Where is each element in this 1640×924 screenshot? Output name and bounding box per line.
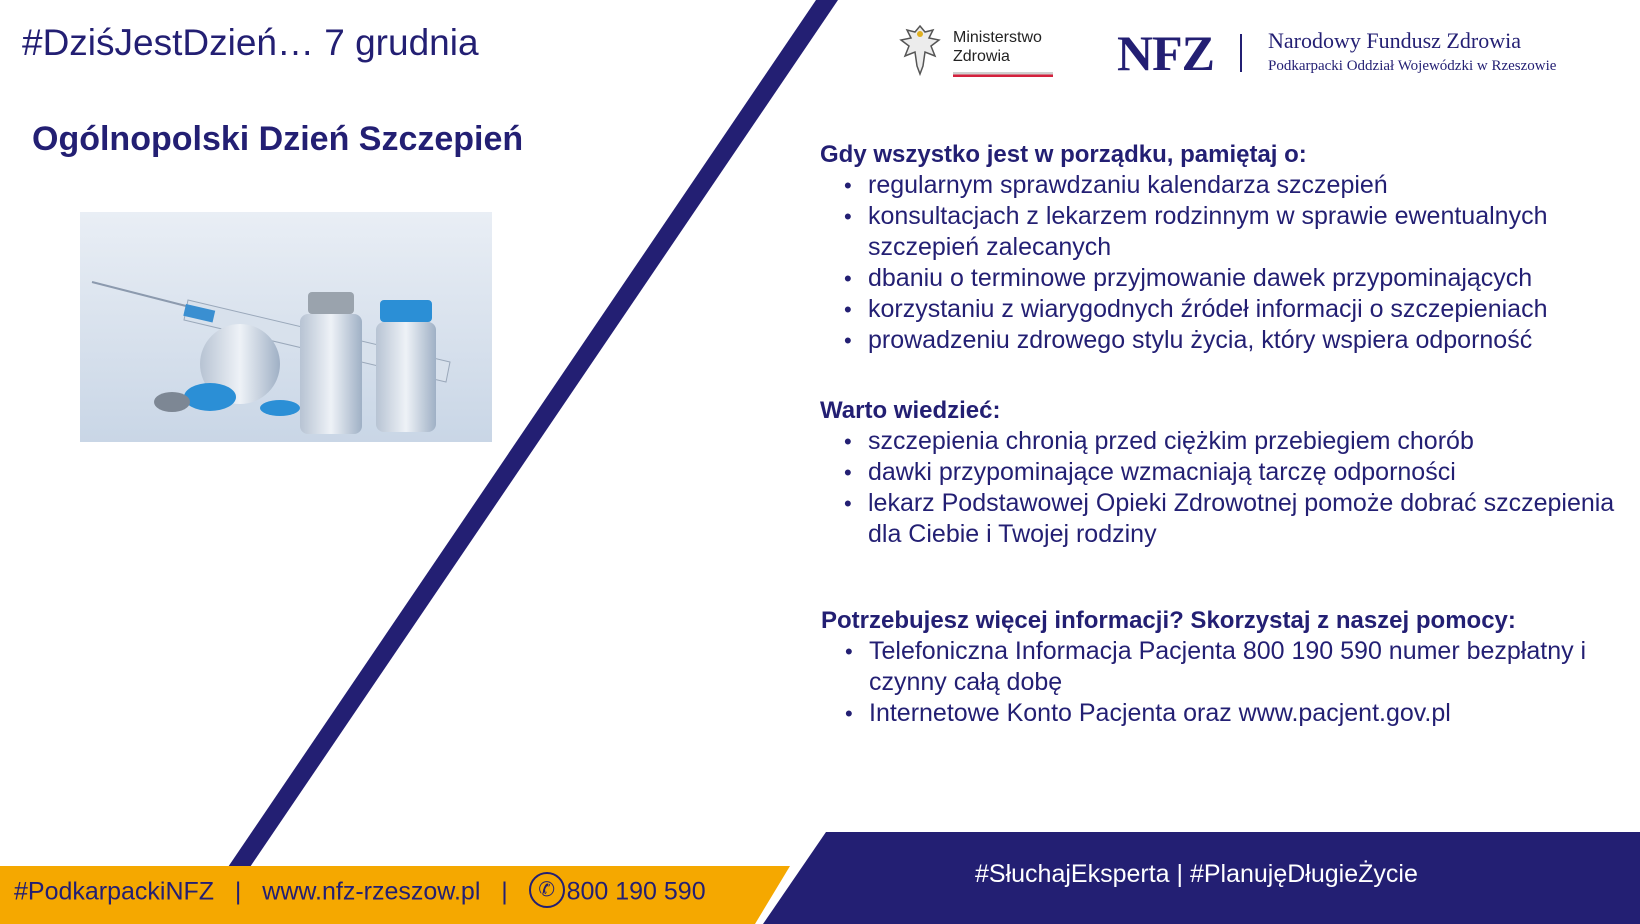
phone-icon: ✆ <box>529 872 565 908</box>
nfz-name: Narodowy Fundusz Zdrowia <box>1268 28 1521 53</box>
section-heading: Gdy wszystko jest w porządku, pamiętaj o: <box>820 141 1307 168</box>
list-item: • dawki przypominające wzmacniają tarczę odporności <box>844 458 1456 486</box>
list-item: • lekarz Podstawowej Opieki Zdrowotnej pomoże dobrać szczepienia dla Ciebie i Twojej rodziny <box>844 489 1615 548</box>
list-item: • regularnym sprawdzaniu kalendarza szczepień <box>844 171 1388 199</box>
footer-website-link[interactable]: www.nfz-rzeszow.pl <box>262 877 481 906</box>
logo-divider <box>1240 34 1242 72</box>
footer-contact <box>14 875 706 911</box>
ministry-line1: Ministerstwo <box>953 29 1042 46</box>
footer-separator: | <box>501 877 508 906</box>
list-item: • Telefoniczna Informacja Pacjenta 800 190 590 numer bezpłatny i czynny całą dobę <box>845 637 1587 696</box>
ministry-line2: Zdrowia <box>953 48 1010 65</box>
section-heading: Warto wiedzieć: <box>820 397 1001 424</box>
list-item: • Internetowe Konto Pacjenta oraz www.pacjent.gov.pl <box>845 699 1451 727</box>
list-item: • dbaniu o terminowe przyjmowanie dawek przypominających <box>844 264 1533 292</box>
footer-phone: 800 190 590 <box>566 877 706 906</box>
section-reminders <box>820 140 1640 356</box>
footer-hashtag: #PodkarpackiNFZ <box>14 877 215 906</box>
nfz-branch: Podkarpacki Oddział Wojewódzki w Rzeszowie <box>1268 58 1557 74</box>
section-help <box>821 606 1640 729</box>
footer-hashtags: #SłuchajEksperta | #PlanujęDługieŻycie <box>975 860 1418 888</box>
hashtag-title: #DziśJestDzień… 7 grudnia <box>22 22 479 63</box>
ministry-name <box>953 28 1042 66</box>
page-title: Ogólnopolski Dzień Szczepień <box>32 120 524 158</box>
ministry-flag-line <box>953 72 1053 77</box>
vaccine-vials-image <box>80 212 492 442</box>
footer-separator: | <box>234 877 242 906</box>
section-worth-knowing <box>820 396 1640 550</box>
list-item: • korzystaniu z wiarygodnych źródeł informacji o szczepieniach <box>844 295 1548 323</box>
partner-logos <box>895 22 1615 92</box>
list-item: • prowadzeniu zdrowego stylu życia, który wspiera odporność <box>844 326 1533 354</box>
list-item: • konsultacjach z lekarzem rodzinnym w sprawie ewentualnych szczepień zalecanych <box>844 202 1548 261</box>
eagle-emblem-icon <box>895 22 945 80</box>
nfz-logo: NFZ <box>1117 25 1214 81</box>
section-heading: Potrzebujesz więcej informacji? Skorzystaj z naszej pomocy: <box>821 607 1516 634</box>
list-item: • szczepienia chronią przed ciężkim przebiegiem chorób <box>844 427 1474 455</box>
